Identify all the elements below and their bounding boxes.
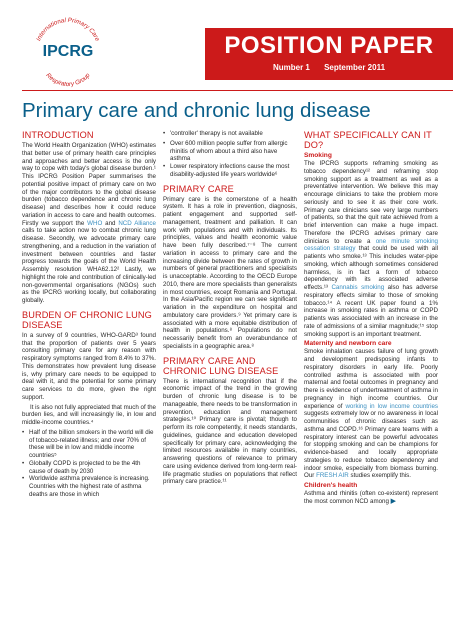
smoking-text: The IPCRG supports reframing smoking as tobacco dependency¹² and reframing stop smoking support as a treatment as well as a preventative intervention. We believe this may encourage clinicians to take the problem more seriously and to see it as their core work. Primary care clinicians see very large numbers of patients, so that the quit rate achieved from a brief intervention can make a huge impact. Therefore the IPCRG advises primary care clinicians to create a xyxy=(304,160,438,245)
subheading-childrens-health: Children's health xyxy=(304,482,358,489)
logo-arc-top: International Primary Care xyxy=(35,16,101,43)
logo-arc-bottom: Respiratory Group xyxy=(44,71,92,89)
list-item: • Worldwide asthma prevalence is increasing. Countries with the highest rate of asthma deaths are those in which xyxy=(22,475,156,498)
smoking-text-end: also has adverse respiratory effects similar to those of smoking tobacco.¹⁴ A recent UK paper found a 1% increase in smoking rates in asthma or COPD patients was associated with an increase in the rate of admissions of a similar magnitude;¹⁵ stop smoking support is an important treatment. xyxy=(304,284,438,338)
position-paper-banner xyxy=(205,28,453,80)
section-heading-burden: BURDEN OF CHRONIC LUNG DISEASE xyxy=(22,309,152,330)
list-item: • Globally COPD is projected to be the 4th cause of death by 2030 xyxy=(22,460,156,476)
childrens-health-text: Asthma and rhinitis (often co-existent) represent the most common NCD among xyxy=(304,490,438,505)
subheading-maternity: Maternity and newborn care xyxy=(304,340,392,348)
list-item: • Over 600 million people suffer from allergic rhinitis of whom about a third also have asthma xyxy=(163,140,297,163)
page-title: Primary care and chronic lung disease xyxy=(22,99,371,122)
who-link[interactable]: WHO xyxy=(87,219,103,227)
burden-bullet-list xyxy=(22,429,156,499)
intro-text-end: calls to take action now to combat chronic lung disease. Secondly, we advocate primary care strengthening, and a reduction in the variation of investment between countries and faster progress towards the goals of the World Health Assembly resolution WHA62.12² Lastly, we highlight the role and contribution of clinically-led non-governmental organisations (NGOs) such as the IPCRG working locally, but collaborating globally. xyxy=(22,227,156,304)
intro-and: and xyxy=(105,219,116,227)
section-heading-primary-care: PRIMARY CARE xyxy=(163,183,234,194)
burden-bullet-list-2 xyxy=(163,140,297,179)
continue-arrow-icon[interactable]: ▶ xyxy=(390,497,397,505)
maternity-text-end: suggests extremely low or no awareness in local communities of chronic diseases such as asthma and COPD.¹⁶ Primary care teams with a respiratory interest can be powerful advocates for stopping smoking and can be champions for evidence-based and locally appropriate strategies to reduce tobacco dependency and indoor smoke, especially from biomass burning. Our xyxy=(304,410,438,480)
list-item-continued xyxy=(163,130,297,138)
smoking-text-mid: that could be used with all patients who smoke.¹³ This includes water-pipe smoking, which although sometimes considered harmless, is in fact a form of tobacco dependency with its associated adverse effects.¹³ xyxy=(304,245,438,291)
banner-title: POSITION PAPER xyxy=(224,32,434,59)
column-1 xyxy=(22,130,156,635)
low-income-countries-link[interactable]: working in low income countries xyxy=(345,402,438,410)
column-2 xyxy=(163,130,297,635)
issue-date: September 2011 xyxy=(324,63,386,72)
fresh-air-link[interactable]: FRESH AIR xyxy=(316,472,349,480)
childrens-health-paragraph xyxy=(304,490,438,506)
continued-text: 'controller' therapy is not available xyxy=(170,130,263,137)
logo-brand: IPCRG xyxy=(42,43,94,60)
issue-number: Number 1 xyxy=(272,63,310,72)
subheading-smoking: Smoking xyxy=(304,152,332,159)
svg-text:Respiratory Group xyxy=(44,72,92,88)
section-heading-what-specifically: WHAT SPECIFICALLY CAN IT DO? xyxy=(304,130,432,150)
list-item: • Lower respiratory infections cause the most disability-adjusted life years worldwide⁶ xyxy=(163,163,297,179)
header xyxy=(0,0,453,96)
maternity-text-end-2: studies exemplify this. xyxy=(350,472,411,480)
smoking-cessation-link[interactable]: one minute smoking cessation strategy xyxy=(304,237,438,253)
maternity-paragraph xyxy=(304,348,438,480)
ipcrg-logo xyxy=(26,8,110,92)
burden-bullet-list-continued xyxy=(163,130,297,138)
column-3 xyxy=(304,130,438,635)
burden-paragraph-2: It is also not fully appreciated that much of the burden lies, and will increasingly lie, in low and middle-income countries.⁴ xyxy=(22,403,156,426)
list-item: • Half of the billion smokers in the world will die of tobacco-related illness; and over 70% of these will be in low and middle income countries⁵ xyxy=(22,429,156,460)
ncd-alliance-link[interactable]: NCD Alliance xyxy=(118,219,156,227)
maternity-text: Smoke inhalation causes failure of lung growth and development predisposing infants to respiratory disorders in early life. Poorly controlled asthma is associated with poor maternal and foetal outcomes in pregnancy and there is evidence of undertreatment of asthma in pregnancy in high income countries. Our experience of xyxy=(304,348,438,410)
svg-text:International Primary Care xyxy=(35,17,101,43)
section-heading-primary-care-lung: PRIMARY CARE AND CHRONIC LUNG DISEASE xyxy=(163,355,279,376)
primary-care-paragraph: Primary care is the cornerstone of a health system. It has a role in prevention, diagnosis, patient engagement and supported self-management, treatment and palliation. It can work with populations and with individuals. Its principles, values and health economic value have been fully described.⁷⁻⁸ The current variation in access to primary care and the increasing divide between the rates of growth in numbers of general practitioners and specialists is unacceptable. According to the OECD Europe 2010, there are more specialists than generalists in most countries, except Romania and Portugal. In the Asia/Pacific region we can see significant variation in the expenditure on hospital and ambulatory care providers.⁹ Yet primary care is associated with a more equitable distribution of health in populations.⁸ Populations do not necessarily benefit from an overabundance of specialists in a geographic area.⁸ xyxy=(163,195,297,350)
burden-paragraph-1: In a survey of 9 countries, WHO-GARD³ found that the proportion of patients over 5 years consulting primary care for any reason with respiratory symptoms ranged from 8.4% to 37%. This demonstrates how prevalent lung disease is, why primary care needs to be equipped to deal with it, and the potential for some primary care services to do more, given the right support. xyxy=(22,331,156,401)
intro-text: The World Health Organization (WHO) estimates that better use of primary health care principles and approaches and better access is the only way to cope with today's global disease burden.¹ This IPCRG Position Paper summarises the potential positive impact of primary care on two of the major contributors to the global disease burden (tobacco dependence and chronic lung disease) and describes how it could reduce variation in access to care and health outcomes. Firstly we support the xyxy=(22,142,156,227)
primary-care-lung-paragraph: There is international recognition that if the economic impact of the trend in the growing burden of chronic lung disease is to be manageable, there needs to be transformation in prevention, education and management strategies.¹⁰ Primary care is pivotal; though to perform its role competently, it needs standards, guidelines, guidance and education developed specifically for primary care, acknowledging the limited resources available in many countries, answering questions of relevance to primary care using evidence derived from long-term real-life pragmatic studies on populations that reflect primary care practice.¹¹ xyxy=(163,377,297,486)
cannabis-smoking-link[interactable]: Cannabis smoking xyxy=(331,284,385,291)
header-divider xyxy=(22,90,453,91)
intro-paragraph xyxy=(22,142,156,305)
section-heading-introduction: INTRODUCTION xyxy=(22,130,94,140)
smoking-paragraph xyxy=(304,160,438,338)
banner-subtitle xyxy=(205,63,453,72)
